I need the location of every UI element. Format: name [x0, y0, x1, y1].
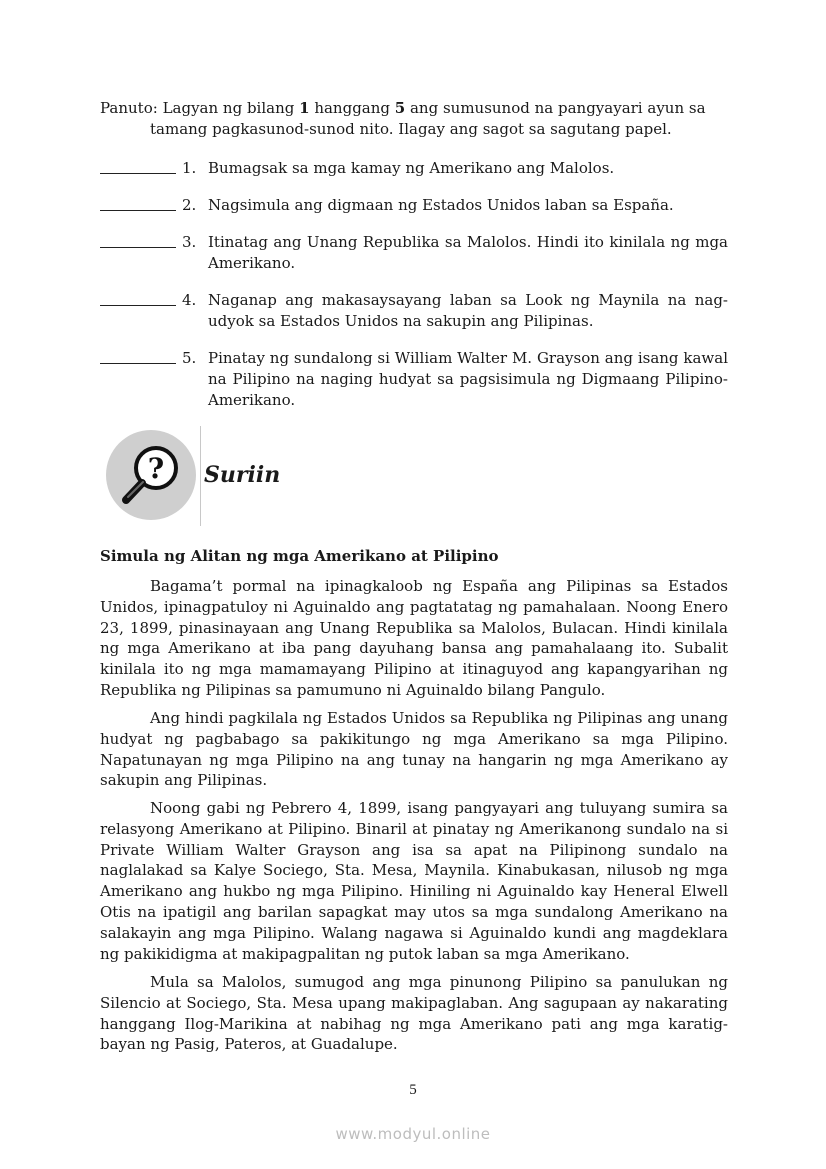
item-number: 3.	[182, 233, 197, 251]
answer-blank[interactable]	[100, 195, 176, 211]
instructions-suffix: ang sumusunod na pangyayari ayun sa	[405, 99, 706, 117]
instructions-prefix: Panuto: Lagyan ng bilang	[100, 99, 300, 117]
item-text: Itinatag ang Unang Republika sa Malolos. Hindi ito kinilala ng mga Amerikano.	[208, 233, 728, 272]
paragraph: Ang hindi pagkilala ng Estados Unidos sa Republika ng Pilipinas ang unang hudyat ng pagbabago sa pakikitungo ng mga Amerikano sa mga Pilipino. Napatunayan ng mga Pilipino na ang tunay na hangarin ng mga Amerikano ay sakupin ang Pilipinas.	[100, 709, 728, 790]
instructions-line2: tamang pagkasunod-sunod nito. Ilagay ang sagot sa sagutang papel.	[150, 119, 672, 138]
item-text: Pinatay ng sundalong si William Walter M. Grayson ang isang kawal na Pilipino na naging hudyat sa pagsisimula ng Digmaang Pilipino-Amerikano.	[208, 349, 728, 409]
article-heading: Simula ng Alitan ng mga Amerikano at Pilipino	[100, 547, 499, 565]
answer-blank[interactable]	[100, 290, 176, 306]
page-number: 5	[409, 1082, 417, 1098]
answer-blank[interactable]	[100, 348, 176, 364]
instructions-bold-start: 1	[299, 99, 310, 117]
answer-blank[interactable]	[100, 158, 176, 174]
paragraph: Noong gabi ng Pebrero 4, 1899, isang pangyayari ang tuluyang sumira sa relasyong Amerikano at Pilipino. Binaril at pinatay ng Amerikanong sundalo na si Private William Walter Grayson ang isa sa apat na Pilipinong sundalo na naglalakad sa Kalye Sociego, Sta. Mesa, Maynila. Kinabukasan, nilusob ng mga Amerikano ang hukbo ng mga Pilipino. Hiniling ni Aguinaldo kay Heneral Elwell Otis na ipatigil ang barilan sapagkat may utos sa mga sundalong Amerikano na salakayin ang mga Pilipino. Walang nagawa si Aguinaldo kundi ang magdeklara ng pakikidigma at makipagpalitan ng putok laban sa mga Amerikano.	[100, 799, 728, 963]
watermark: www.modyul.online	[335, 1125, 491, 1143]
svg-text:?: ?	[147, 452, 165, 485]
item-number: 1.	[182, 159, 197, 177]
item-number: 2.	[182, 196, 197, 214]
magnifier-question-icon	[106, 430, 196, 520]
instructions-middle: hanggang	[309, 99, 395, 117]
section-divider	[200, 426, 201, 526]
item-number: 5.	[182, 349, 197, 367]
item-text: Bumagsak sa mga kamay ng Amerikano ang Malolos.	[208, 159, 615, 177]
instructions	[100, 98, 728, 140]
paragraph: Mula sa Malolos, sumugod ang mga pinunong Pilipino sa panulukan ng Silencio at Sociego, Sta. Mesa upang makipaglaban. Ang sagupaan ay nakarating hanggang Ilog-Marikina at nabihag ng mga Amerikano pati ang mga karatig-bayan ng Pasig, Pateros, at Guadalupe.	[100, 973, 728, 1054]
answer-blank[interactable]	[100, 232, 176, 248]
item-text: Naganap ang makasaysayang laban sa Look ng Maynila na nag-udyok sa Estados Unidos na sakupin ang Pilipinas.	[208, 291, 728, 330]
instructions-bold-end: 5	[394, 99, 406, 117]
item-text: Nagsimula ang digmaan ng Estados Unidos laban sa España.	[208, 196, 674, 214]
paragraph: Bagama’t pormal na ipinagkaloob ng España ang Pilipinas sa Estados Unidos, ipinagpatuloy ni Aguinaldo ang pagtatatag ng pamahalaan. Noong Enero 23, 1899, pinasinayaan ang Unang Republika sa Malolos, Bulacan. Hindi kinilala ng mga Amerikano at iba pang dayuhang bansa ang pamahalaang ito. Subalit kinilala ito ng mga mamamayang Pilipino at itinaguyod ang kapangyarihan ng Republika ng Pilipinas sa pamumuno ni Aguinaldo bilang Pangulo.	[100, 577, 728, 699]
item-number: 4.	[182, 291, 197, 309]
section-title: Suriin	[204, 462, 281, 488]
